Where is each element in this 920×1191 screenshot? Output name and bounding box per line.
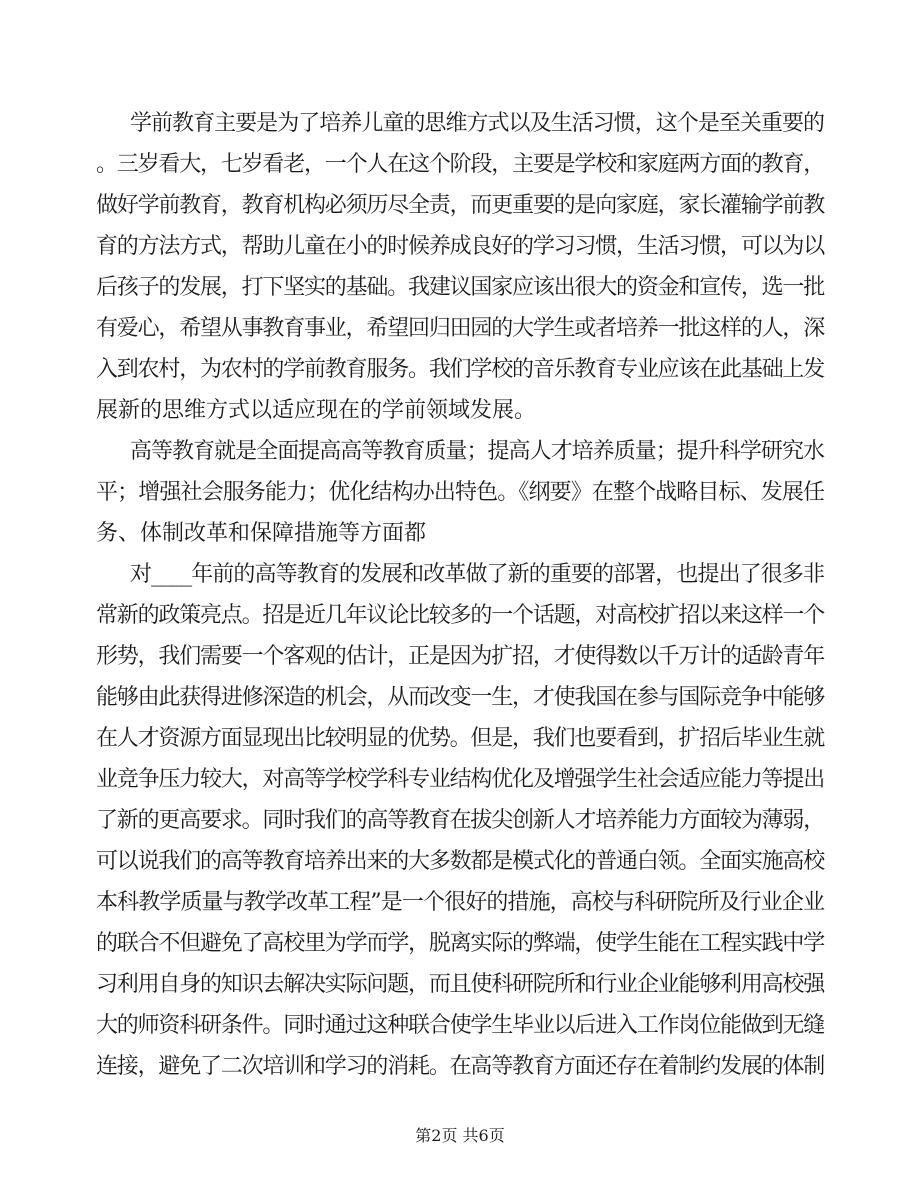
paragraph-3-line-3: 形势，我们需要一个客观的估计，正是因为扩招，才使得数以千万计的适龄青年: [96, 644, 824, 669]
paragraph-1-line-6: 有爱心，希望从事教育事业，希望回归田园的大学生或者培养一批这样的人，深: [96, 316, 824, 341]
paragraph-1-line-2: 。三岁看大，七岁看老，一个人在这个阶段，主要是学校和家庭两方面的教育，: [96, 152, 824, 177]
paragraph-3-line-1: 对____年前的高等教育的发展和改革做了新的重要的部署，也提出了很多非: [130, 562, 824, 587]
paragraph-3-line-6: 业竞争压力较大，对高等学校学科专业结构优化及增强学生社会适应能力等提出: [96, 767, 824, 792]
paragraph-2-line-3: 务、体制改革和保障措施等方面都: [96, 521, 427, 546]
paragraph-3-line-12: 大的师资科研条件。同时通过这种联合使学生毕业以后进入工作岗位能做到无缝: [96, 1013, 824, 1038]
paragraph-1-line-1: 学前教育主要是为了培养儿童的思维方式以及生活习惯，这个是至关重要的: [130, 111, 824, 136]
paragraph-3-line-11: 习利用自身的知识去解决实际问题，而且使科研院所和行业企业能够利用高校强: [96, 972, 824, 997]
paragraph-1-line-7: 入到农村，为农村的学前教育服务。我们学校的音乐教育专业应该在此基础上发: [96, 357, 824, 382]
paragraph-3-line-7: 了新的更高要求。同时我们的高等教育在拔尖创新人才培养能力方面较为薄弱，: [96, 808, 824, 833]
paragraph-3-line-2: 常新的政策亮点。招是近几年议论比较多的一个话题，对高校扩招以来这样一个: [96, 603, 824, 628]
paragraph-1-line-8: 展新的思维方式以适应现在的学前领域发展。: [96, 398, 537, 423]
paragraph-1-line-3: 做好学前教育，教育机构必须历尽全责，而更重要的是向家庭，家长灌输学前教: [96, 193, 824, 218]
paragraph-1-line-4: 育的方法方式，帮助儿童在小的时候养成良好的学习习惯，生活习惯，可以为以: [96, 234, 824, 259]
paragraph-3-line-5: 在人才资源方面显现出比较明显的优势。但是，我们也要看到，扩招后毕业生就: [96, 726, 824, 751]
paragraph-3-line-13: 连接，避免了二次培训和学习的消耗。在高等教育方面还存在着制约发展的体制: [96, 1054, 824, 1079]
paragraph-2-line-1: 高等教育就是全面提高高等教育质量；提高人才培养质量；提升科学研究水: [130, 439, 824, 464]
paragraph-3-line-8: 可以说我们的高等教育培养出来的大多数都是模式化的普通白领。全面实施高校: [96, 849, 824, 874]
paragraph-3-line-4: 能够由此获得进修深造的机会，从而改变一生，才使我国在参与国际竞争中能够: [96, 685, 824, 710]
paragraph-3-line-10: 的联合不但避免了高校里为学而学，脱离实际的弊端，使学生能在工程实践中学: [96, 931, 824, 956]
paragraph-2-line-2: 平；增强社会服务能力；优化结构办出特色。《纲要》在整个战略目标、发展任: [96, 480, 824, 505]
paragraph-1-line-5: 后孩子的发展，打下坚实的基础。我建议国家应该出很大的资金和宣传，选一批: [96, 275, 824, 300]
paragraph-3-line-9: 本科教学质量与教学改革工程”是一个很好的措施，高校与科研院所及行业企业: [96, 890, 824, 915]
page-number-footer: 第2页 共6页: [415, 1126, 505, 1145]
